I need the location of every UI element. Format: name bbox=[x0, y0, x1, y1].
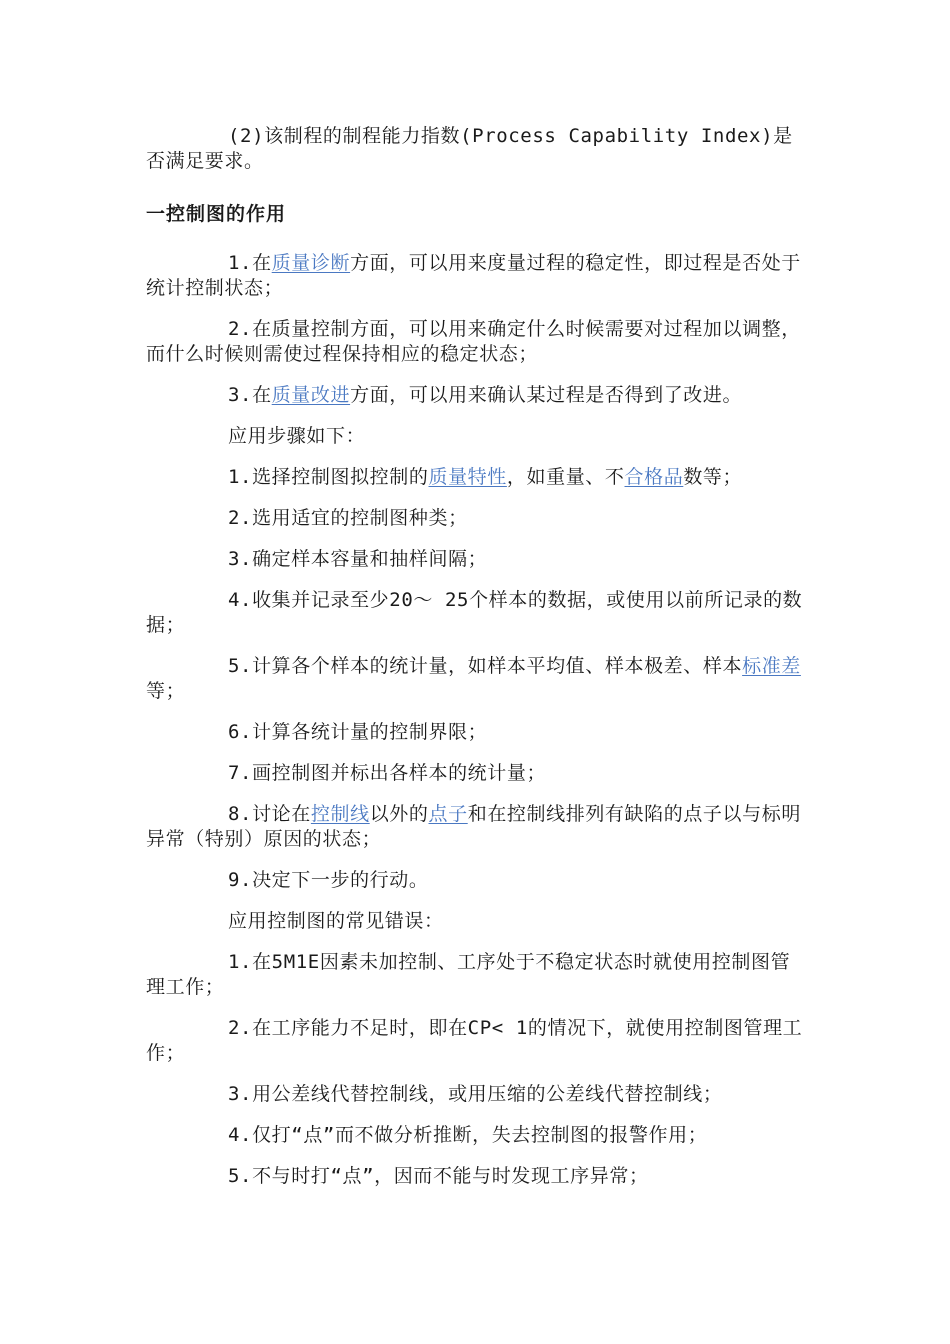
error-item-5: 5.不与时打“点”，因而不能与时发现工序异常； bbox=[228, 1165, 649, 1187]
link-points[interactable]: 点子 bbox=[428, 803, 468, 825]
section-heading: 一控制图的作用 bbox=[146, 203, 287, 225]
link-quality-improvement[interactable]: 质量改进 bbox=[271, 384, 351, 406]
link-standard-deviation[interactable]: 标准差 bbox=[742, 655, 801, 677]
step-item-8 bbox=[146, 802, 808, 852]
step-5-text-post: 等； bbox=[146, 680, 186, 702]
function-item-1 bbox=[146, 251, 808, 301]
step-item-3: 3.确定样本容量和抽样间隔； bbox=[228, 548, 488, 570]
step-8-text-pre: 8.讨论在 bbox=[228, 803, 311, 825]
function-item-2: 2.在质量控制方面，可以用来确定什么时候需要对过程加以调整，而什么时候则需使过程保持相应的稳定状态； bbox=[146, 318, 801, 365]
step-1-text-post: 数等； bbox=[683, 466, 743, 488]
function-1-text-pre: 1.在 bbox=[228, 252, 272, 274]
link-quality-diagnosis[interactable]: 质量诊断 bbox=[271, 252, 351, 274]
errors-title: 应用控制图的常见错误： bbox=[228, 910, 444, 932]
error-item-3: 3.用公差线代替控制线，或用压缩的公差线代替控制线； bbox=[228, 1083, 723, 1105]
error-item-4: 4.仅打“点”而不做分析推断，失去控制图的报警作用； bbox=[228, 1124, 708, 1146]
step-8-text-post: 和在控制线排列有缺陷的点子以与标明异常（特别）原因的状态； bbox=[146, 803, 801, 850]
step-1-text-pre: 1.选择控制图拟控制的 bbox=[228, 466, 429, 488]
link-quality-characteristic[interactable]: 质量特性 bbox=[428, 466, 507, 488]
error-item-2: 2.在工序能力不足时，即在CP< 1的情况下，就使用控制图管理工作； bbox=[146, 1017, 803, 1064]
link-control-line[interactable]: 控制线 bbox=[310, 803, 370, 825]
step-item-5 bbox=[146, 654, 808, 704]
steps-title: 应用步骤如下： bbox=[228, 425, 366, 447]
step-item-7: 7.画控制图并标出各样本的统计量； bbox=[228, 762, 547, 784]
step-item-4: 4.收集并记录至少20～ 25个样本的数据，或使用以前所记录的数据； bbox=[146, 589, 803, 636]
step-item-6: 6.计算各统计量的控制界限； bbox=[228, 721, 488, 743]
function-3-text-pre: 3.在 bbox=[228, 384, 272, 406]
error-item-1: 1.在5M1E因素未加控制、工序处于不稳定状态时就使用控制图管理工作； bbox=[146, 951, 791, 998]
function-1-text-post: 方面，可以用来度量过程的稳定性，即过程是否处于统计控制状态； bbox=[146, 252, 801, 299]
intro-paragraph: (2)该制程的制程能力指数(Process Capability Index)是否满足要求。 bbox=[146, 125, 793, 172]
document-page bbox=[146, 124, 808, 1205]
step-item-2: 2.选用适宜的控制图种类； bbox=[228, 507, 468, 529]
link-qualified-product[interactable]: 合格品 bbox=[624, 466, 684, 488]
step-1-text-mid: ，如重量、不 bbox=[506, 466, 625, 488]
step-5-text-pre: 5.计算各个样本的统计量，如样本平均值、样本极差、样本 bbox=[228, 655, 743, 677]
function-item-3 bbox=[146, 383, 808, 408]
step-8-text-mid: 以外的 bbox=[369, 803, 429, 825]
function-3-text-post: 方面，可以用来确认某过程是否得到了改进。 bbox=[350, 384, 743, 406]
step-item-9: 9.决定下一步的行动。 bbox=[228, 869, 429, 891]
step-item-1 bbox=[146, 465, 808, 490]
